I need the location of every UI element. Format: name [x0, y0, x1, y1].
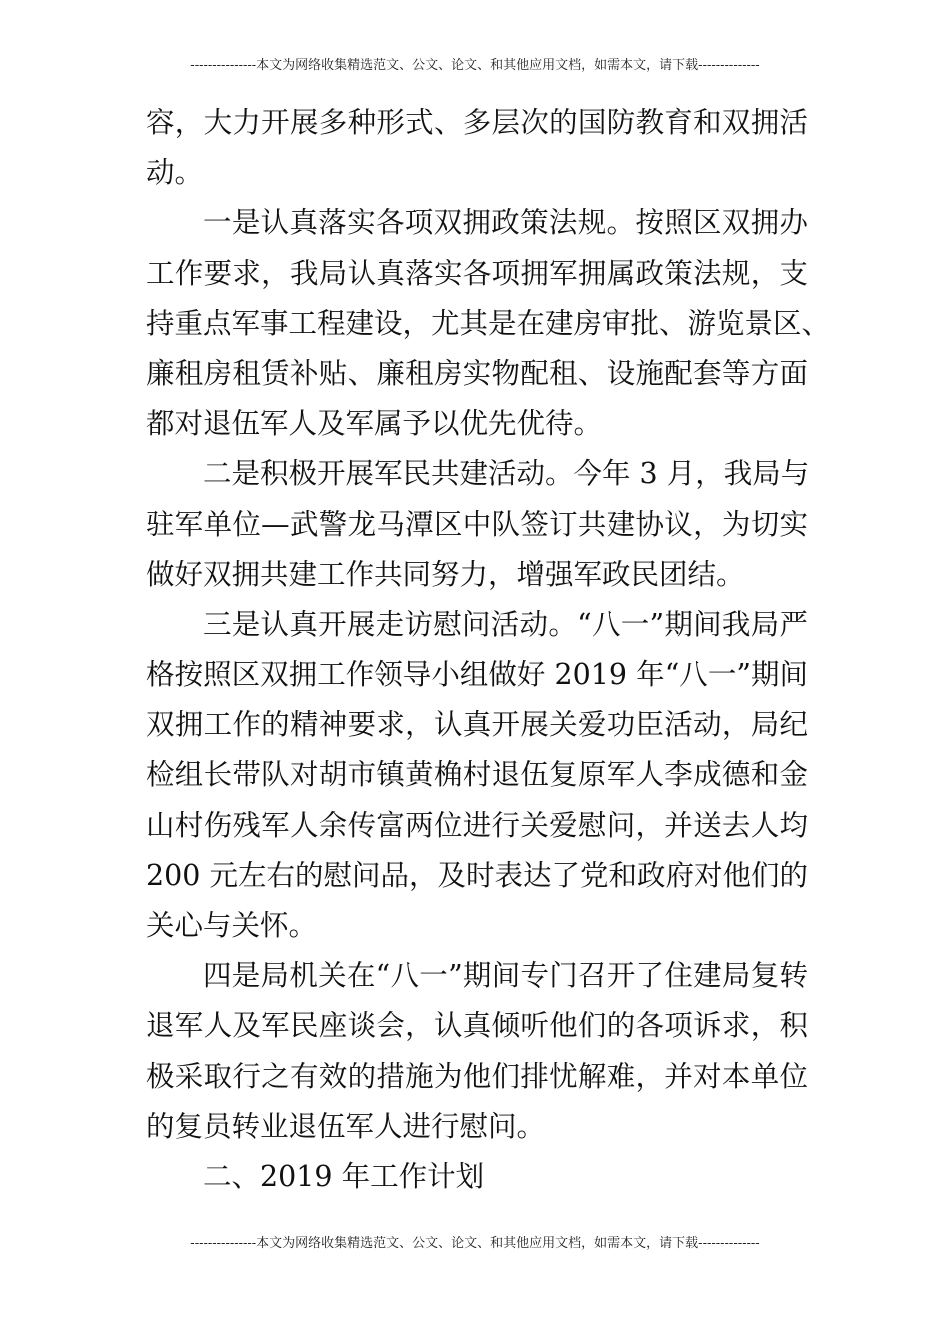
- text-line: 驻军单位—武警龙马潭区中队签订共建协议，为切实: [146, 507, 808, 541]
- text-line: 持重点军事工程建设，尤其是在建房审批、游览景区、: [146, 306, 831, 340]
- text-line: 做好双拥共建工作共同努力，增强军政民团结。: [146, 557, 745, 591]
- text-line: 退军人及军民座谈会，认真倾听他们的各项诉求，积: [146, 1009, 808, 1043]
- text-line: 动。: [146, 156, 204, 190]
- text-line: 廉租房租赁补贴、廉租房实物配租、设施配套等方面: [146, 356, 808, 390]
- text-line: 极采取行之有效的措施为他们排忧解难，并对本单位: [146, 1059, 808, 1093]
- text-line: 山村伤残军人余传富两位进行关爱慰问，并送去人均: [146, 808, 808, 842]
- section-heading: 二、2019 年工作计划: [203, 1159, 485, 1193]
- text-line: 的复员转业退伍军人进行慰问。: [146, 1109, 546, 1143]
- text-line: 容，大力开展多种形式、多层次的国防教育和双拥活: [146, 106, 808, 139]
- text-line: 200 元左右的慰问品，及时表达了党和政府对他们的: [146, 858, 808, 892]
- text-line: 双拥工作的精神要求，认真开展关爱功臣活动，局纪: [146, 708, 808, 742]
- paragraph-start-line: 一是认真落实各项双拥政策法规。按照区双拥办: [203, 206, 808, 240]
- text-line: 都对退伍军人及军属予以优先优待。: [146, 407, 603, 441]
- text-line: 格按照区双拥工作领导小组做好 2019 年“八一”期间: [146, 658, 808, 692]
- text-line: 工作要求，我局认真落实各项拥军拥属政策法规，支: [146, 256, 808, 290]
- document-body: [146, 98, 831, 1202]
- page-footer: ---------------本文为网络收集精选范文、公文、论文、和其他应用文档，如需本文，请下载--------------: [190, 1236, 760, 1251]
- page-header: ---------------本文为网络收集精选范文、公文、论文、和其他应用文档，如需本文，请下载--------------: [190, 58, 760, 73]
- text-line: 关心与关怀。: [146, 909, 318, 942]
- paragraph-start-line: 二是积极开展军民共建活动。今年 3 月，我局与: [203, 457, 810, 491]
- paragraph-start-line: 三是认真开展走访慰问活动。“八一”期间我局严: [203, 607, 808, 641]
- paragraph-start-line: 四是局机关在“八一”期间专门召开了住建局复转: [203, 959, 808, 993]
- text-line: 检组长带队对胡市镇黄桷村退伍复原军人李成德和金: [146, 758, 808, 792]
